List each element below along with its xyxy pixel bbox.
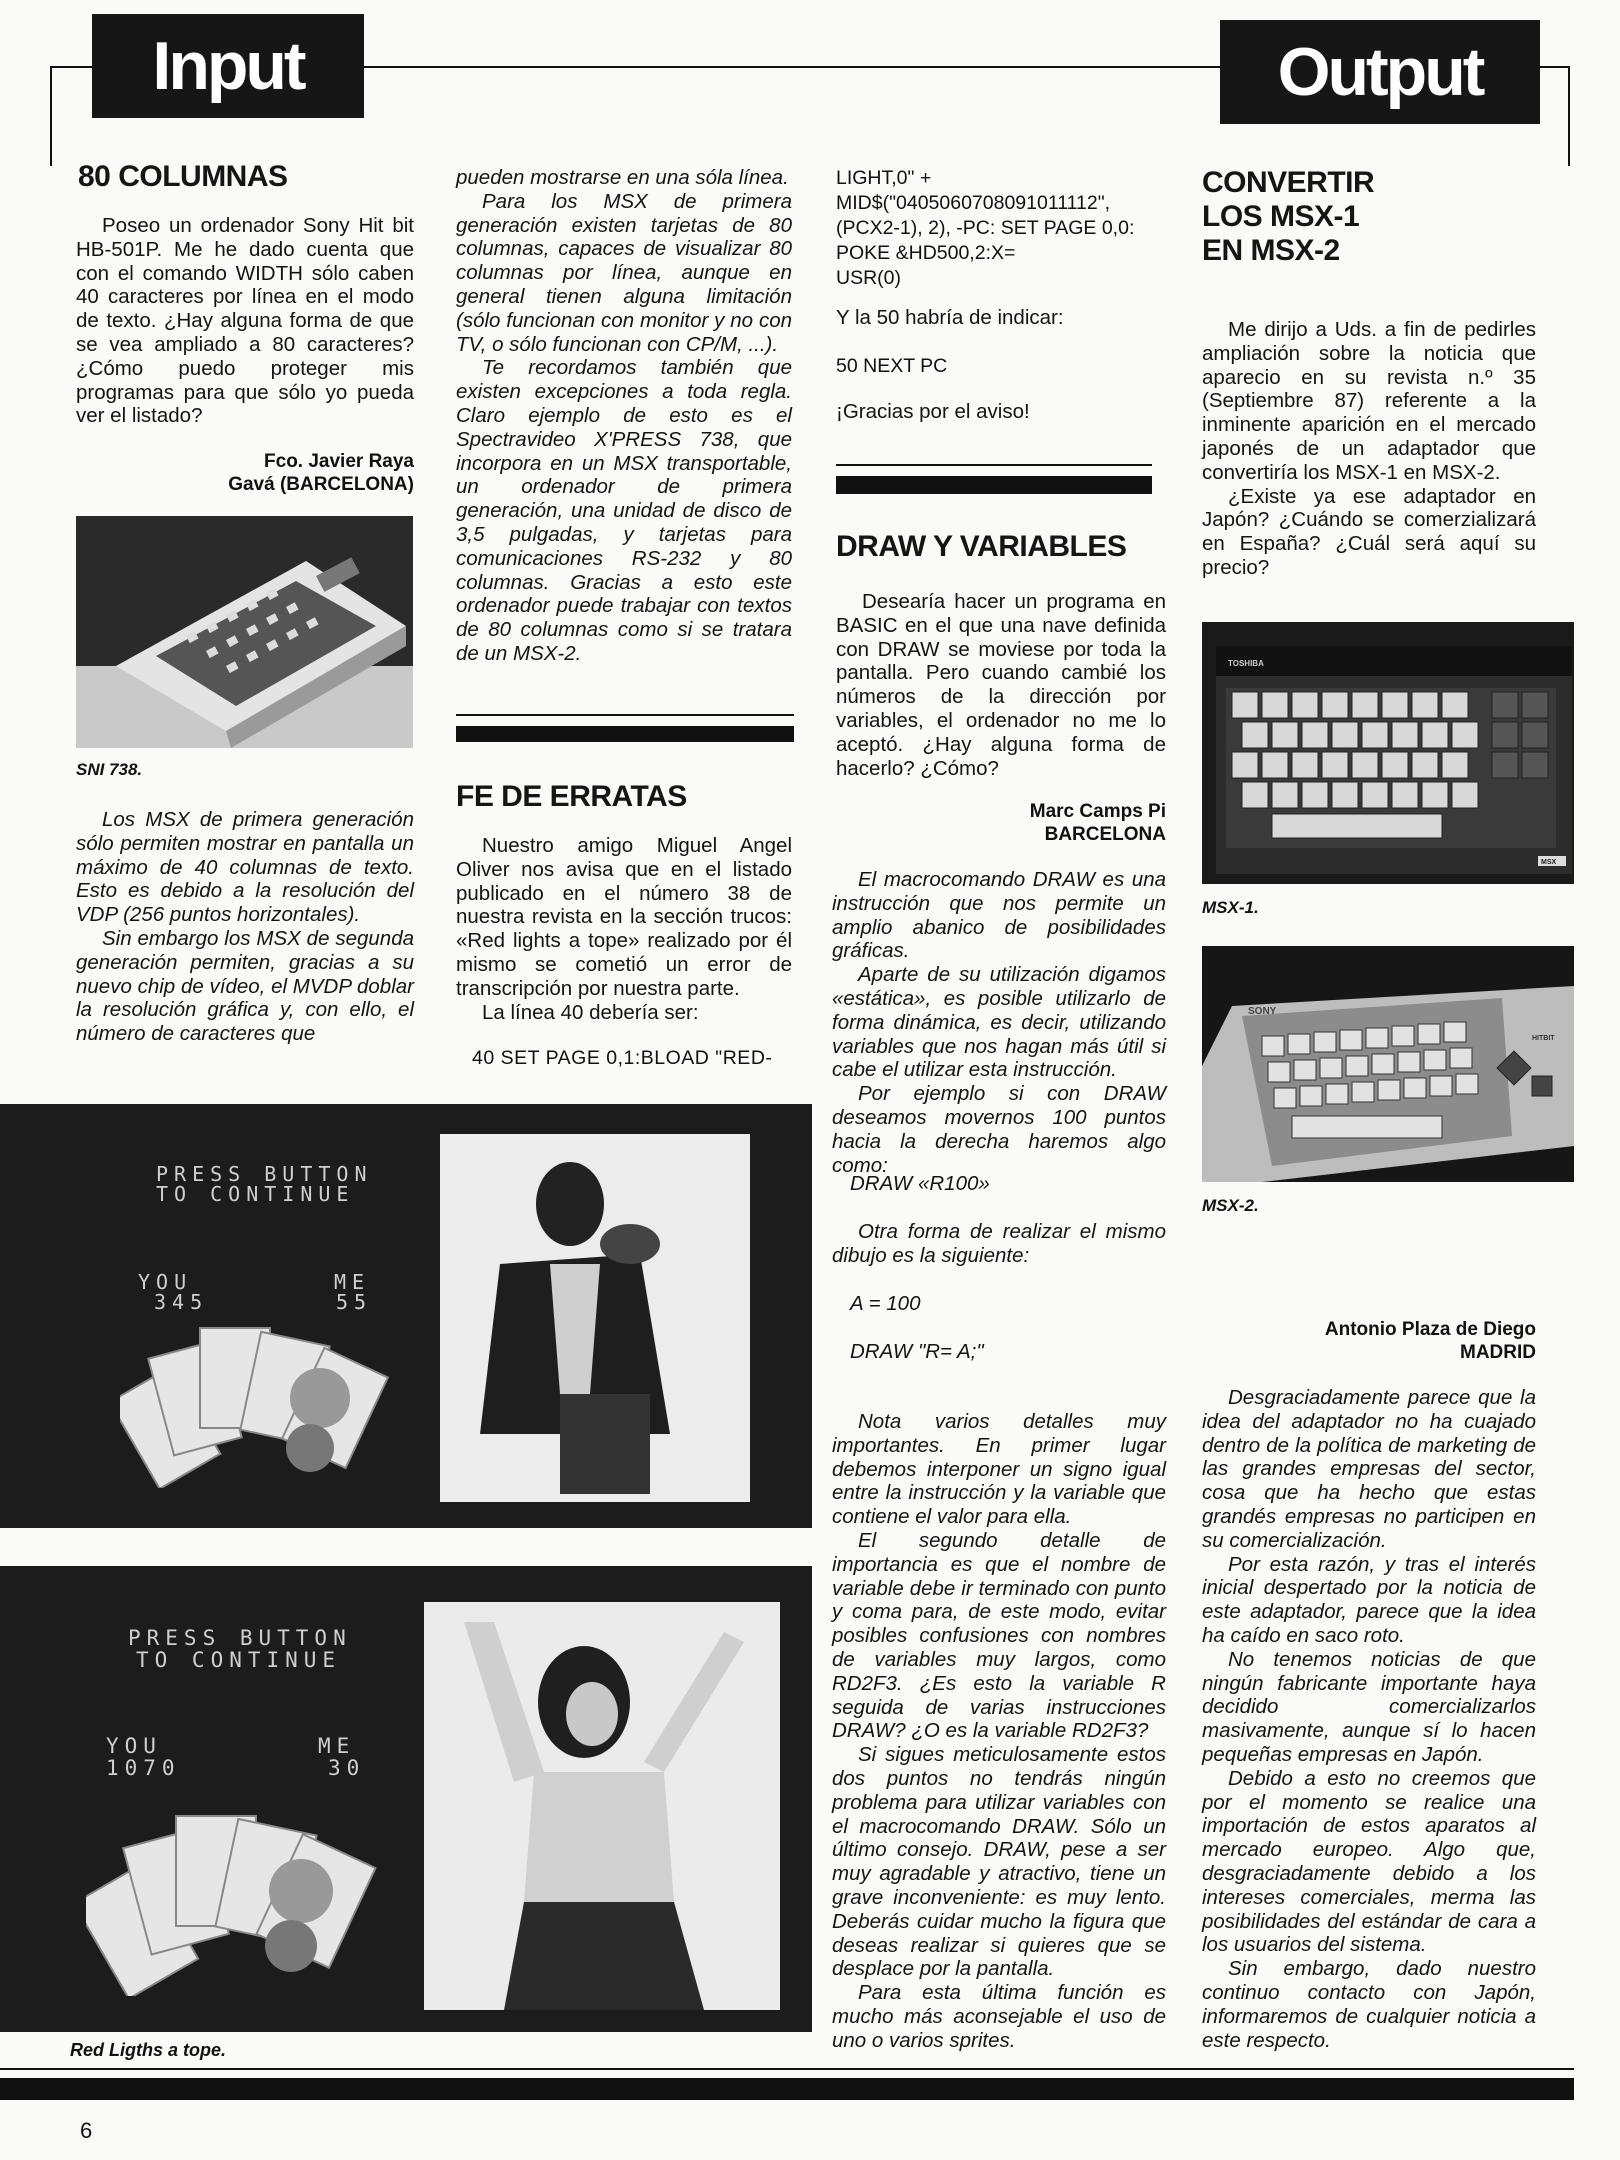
toshiba-label: TOSHIBA [1228, 659, 1264, 668]
signature-name: Marc Camps Pi [1029, 801, 1166, 822]
code-line-3: (PCX2-1), 2), -PC: SET PAGE 0,0: [836, 217, 1135, 239]
erratas-code-40: 40 SET PAGE 0,1:BLOAD "RED- [472, 1047, 773, 1069]
msx2-photo [1202, 946, 1574, 1182]
answer-convertir [1202, 1386, 1536, 2052]
erratas-p1: Nuestro amigo Miguel Angel Oliver nos avisa que en el listado publicado en el número 38 de nuestra revista en la sección trucos: «Red lights a tope» realizado por él mismo se cometió un error de transcripción por nuestra parte. [456, 834, 792, 1000]
draw-a4-block [832, 1220, 1166, 1268]
rule-col2-thin [456, 714, 794, 716]
bottom-you-label: YOU [106, 1734, 162, 1758]
signature-place: BARCELONA [1044, 824, 1166, 845]
screenshot-top [0, 1104, 812, 1528]
draw-example-1: DRAW «R100» [850, 1172, 990, 1195]
letter-convertir [1202, 318, 1536, 580]
rule-col2-thick [456, 726, 794, 742]
msx1-caption: MSX-1. [1202, 898, 1259, 917]
draw-a3: Por ejemplo si con DRAW deseamos movernos 100 puntos hacia la derecha haremos algo como: [832, 1082, 1166, 1177]
signature-camps [836, 800, 1166, 846]
erratas-p2: La línea 40 debería ser: [482, 1000, 699, 1024]
signature-name: Antonio Plaza de Diego [1324, 1319, 1536, 1340]
letter-draw [836, 590, 1166, 780]
code-block [836, 166, 1166, 291]
code-line-4: POKE &HD500,2:X= [836, 242, 1016, 264]
top-press-button: PRESS BUTTON [156, 1162, 373, 1186]
right-border [1568, 66, 1570, 166]
letter-text: Poseo un ordenador Sony Hit bit HB-501P. Me he dado cuenta que con el comando WIDTH sólo caben 40 caracteres por línea en el modo de texto. ¿Hay alguna forma de que se vea ampliado a 80 caracteres? ¿Cómo puedo proteger mis programas para que sólo yo pueda ver el listado? [76, 214, 414, 428]
screenshot-bottom [0, 1566, 812, 2032]
signature-name: Fco. Javier Raya [264, 451, 414, 472]
msx-badge: MSX [1541, 859, 1557, 866]
letter-convertir-p1: Me dirijo a Uds. a fin de pedirles ampliación sobre la noticia que aparecio en su revista n.º 35 (Septiembre 87) referente a la inminente aparición en el mercado japonés de un adaptador que convertiría los MSX-1 en MSX-2. [1202, 318, 1536, 484]
answer-p1: Los MSX de primera generación sólo permiten mostrar en pantalla un máximo de 40 columnas de texto. Esto es debido a la resolución del VDP (256 puntos horizontales). [76, 808, 414, 927]
bottom-me-label: ME [318, 1734, 356, 1758]
bottom-to-continue: TO CONTINUE [136, 1648, 342, 1672]
answer-p2: Sin embargo los MSX de segunda generación permiten, gracias a su nuevo chip de vídeo, el MVDP doblar la resolución gráfica y, con ello, el número de caracteres que [76, 926, 414, 1046]
cont-p3: Te recordamos también que existen excepciones a toda regla. Claro ejemplo de esto es el Spectravideo X'PRESS 738, que incorpora en un MSX transportable, un ordenador de primera generación, una unidad de disco de 3,5 pulgadas, y tarjetas para comunicaciones RS-232 y 80 columnas. Gracias a esto este ordenador puede trabajar con textos de 80 columnas como si se tratara de un MSX-2. [456, 356, 792, 665]
conv-a2: Por esta razón, y tras el interés inicial despertado por la noticia de este adaptador, parece que la idea ha caído en saco roto. [1202, 1552, 1536, 1647]
title-80-columnas: 80 COLUMNAS [78, 160, 288, 193]
msx1-photo [1202, 622, 1574, 884]
thanks-text: ¡Gracias por el aviso! [836, 400, 1030, 423]
code-line-5: USR(0) [836, 267, 902, 289]
title-line-2: LOS MSX-1 [1202, 200, 1360, 233]
letter-convertir-p2: ¿Existe ya ese adaptador en Japón? ¿Cuándo se comerzializará en España? ¿Cuál será aquí su precio? [1202, 484, 1536, 579]
top-me-score: 55 [336, 1290, 373, 1314]
rule-col3-thick [836, 476, 1152, 494]
left-border [50, 66, 52, 166]
title-fe-de-erratas: FE DE ERRATAS [456, 780, 687, 813]
output-title: Output [1220, 20, 1540, 124]
cont-p1: pueden mostrarse en una sóla línea. [456, 166, 789, 189]
bottom-cards-illustration [86, 1796, 386, 1996]
red-lights-caption: Red Ligths a tope. [70, 2040, 227, 2060]
top-you-score: 345 [154, 1290, 209, 1314]
msx2-caption: MSX-2. [1202, 1196, 1259, 1215]
signature-place: MADRID [1460, 1342, 1536, 1363]
top-to-continue: TO CONTINUE [156, 1182, 355, 1206]
conv-a3: No tenemos noticias de que ningún fabricante importante haya decidido comercializarlos masivamente, aunque sí lo hacen pequeñas empresas en Japón. [1202, 1647, 1536, 1766]
answer-80-columnas [76, 808, 414, 1046]
draw-a2: Aparte de su utilización digamos «estática», es posible utilizarlo de forma dinámica, es decir, utilizando variables que nos hagan más útil si cabe el utilizar esta instrucción. [832, 963, 1166, 1082]
answer-draw [832, 868, 1166, 1177]
fe-de-erratas-text [456, 834, 792, 1024]
signature-raya [76, 450, 414, 496]
letter-80-columnas [76, 214, 414, 428]
signature-place: Gavá (BARCELONA) [228, 474, 414, 495]
draw-a4: Otra forma de realizar el mismo dibujo es la siguiente: [832, 1220, 1166, 1267]
svi738-photo [76, 516, 413, 748]
draw-a5: Nota varios detalles muy importantes. En primer lugar debemos interponer un signo igual entre la instrucción y la variable que contiene el valor para ella. [832, 1410, 1166, 1529]
bottom-press-button: PRESS BUTTON [128, 1626, 352, 1650]
code-after-text: Y la 50 habría de indicar: [836, 306, 1064, 329]
draw-example-2: A = 100 [850, 1292, 921, 1315]
conv-a1: Desgraciadamente parece que la idea del adaptador no ha cuajado dentro de la política de marketing de las grandes empresas del sector, cosa que ha hecho que estas grandés empresas no participen en su comercialización. [1202, 1386, 1536, 1552]
svi738-caption: SNI 738. [76, 760, 143, 779]
title-line-3: EN MSX-2 [1202, 234, 1340, 267]
bottom-me-score: 30 [328, 1756, 366, 1780]
top-pinup-image [440, 1134, 750, 1502]
title-convertir [1202, 166, 1542, 268]
footer-rule-thick [0, 2078, 1574, 2100]
sony-label: SONY [1248, 1006, 1277, 1017]
draw-a8: Para esta última función es mucho más aconsejable el uso de uno o varios sprites. [832, 1981, 1166, 2052]
code-line-1: LIGHT,0" + [836, 167, 932, 189]
cont-p2: Para los MSX de primera generación existen tarjetas de 80 columnas, capaces de visualizar 80 columnas por línea, aunque en general tienen alguna limitación (sólo funcionan con monitor y no con TV, o sólo funcionan con CP/M, ...). [456, 189, 792, 356]
footer-rule-thin [0, 2068, 1574, 2070]
conv-a5: Sin embargo, dado nuestro continuo contacto con Japón, informaremos de cualquier noticia a este respecto. [1202, 1957, 1536, 2052]
hitbit-label: HITBIT [1532, 1035, 1555, 1042]
conv-a4: Debido a esto no creemos que por el momento se realice una importación de estos aparatos al mercado europeo. Algo que, desgraciadamente debido a los intereses comerciales, merma las posibilidades del estándar de cara a los usuarios del sistema. [1202, 1766, 1536, 1957]
draw-a6: El segundo detalle de importancia es que el nombre de variable debe ir terminado con punto y coma para, de este modo, evitar posibles confusiones con nombres de variables muy largos, como RD2F3. ¿Es esto la variable R seguida de varias instrucciones DRAW? ¿O es la variable RD2F3? [832, 1528, 1166, 1743]
top-cards-illustration [120, 1318, 400, 1488]
page-number: 6 [80, 2118, 93, 2143]
title-draw-variables: DRAW Y VARIABLES [836, 530, 1127, 563]
answer-80-columnas-cont [456, 166, 792, 666]
letter-draw-text: Desearía hacer un programa en BASIC en el que una nave definida con DRAW se moviese por toda la pantalla. Pero cuando cambié los números de la dirección por variables, el ordenador no me lo aceptó. ¿Hay alguna forma de hacerlo? ¿Cómo? [836, 590, 1166, 780]
signature-plaza [1202, 1318, 1536, 1364]
answer-draw-2 [832, 1410, 1166, 2053]
bottom-pinup-image [424, 1602, 780, 2010]
input-title: Input [92, 14, 364, 118]
title-line-1: CONVERTIR [1202, 166, 1375, 199]
draw-a1: El macrocomando DRAW es una instrucción que nos permite un amplio abanico de posibilidades gráficas. [832, 868, 1166, 963]
top-me-label: ME [334, 1270, 371, 1294]
rule-col3-thin [836, 464, 1152, 466]
top-you-label: YOU [138, 1270, 193, 1294]
bottom-you-score: 1070 [106, 1756, 181, 1780]
draw-example-3: DRAW "R= A;" [850, 1340, 984, 1363]
draw-a7: Si sigues meticulosamente estos dos puntos no tendrás ningún problema para utilizar variables con el macrocomando DRAW. Sólo un último consejo. DRAW, pese a ser muy agradable y atractivo, tiene un grave inconveniente: es muy lento. Deberás cuidar mucho la figura que deseas realizar si quieres que se desplace por la pantalla. [832, 1743, 1166, 1981]
code-line-50: 50 NEXT PC [836, 355, 948, 377]
code-line-2: MID$("0405060708091011112", [836, 192, 1111, 214]
